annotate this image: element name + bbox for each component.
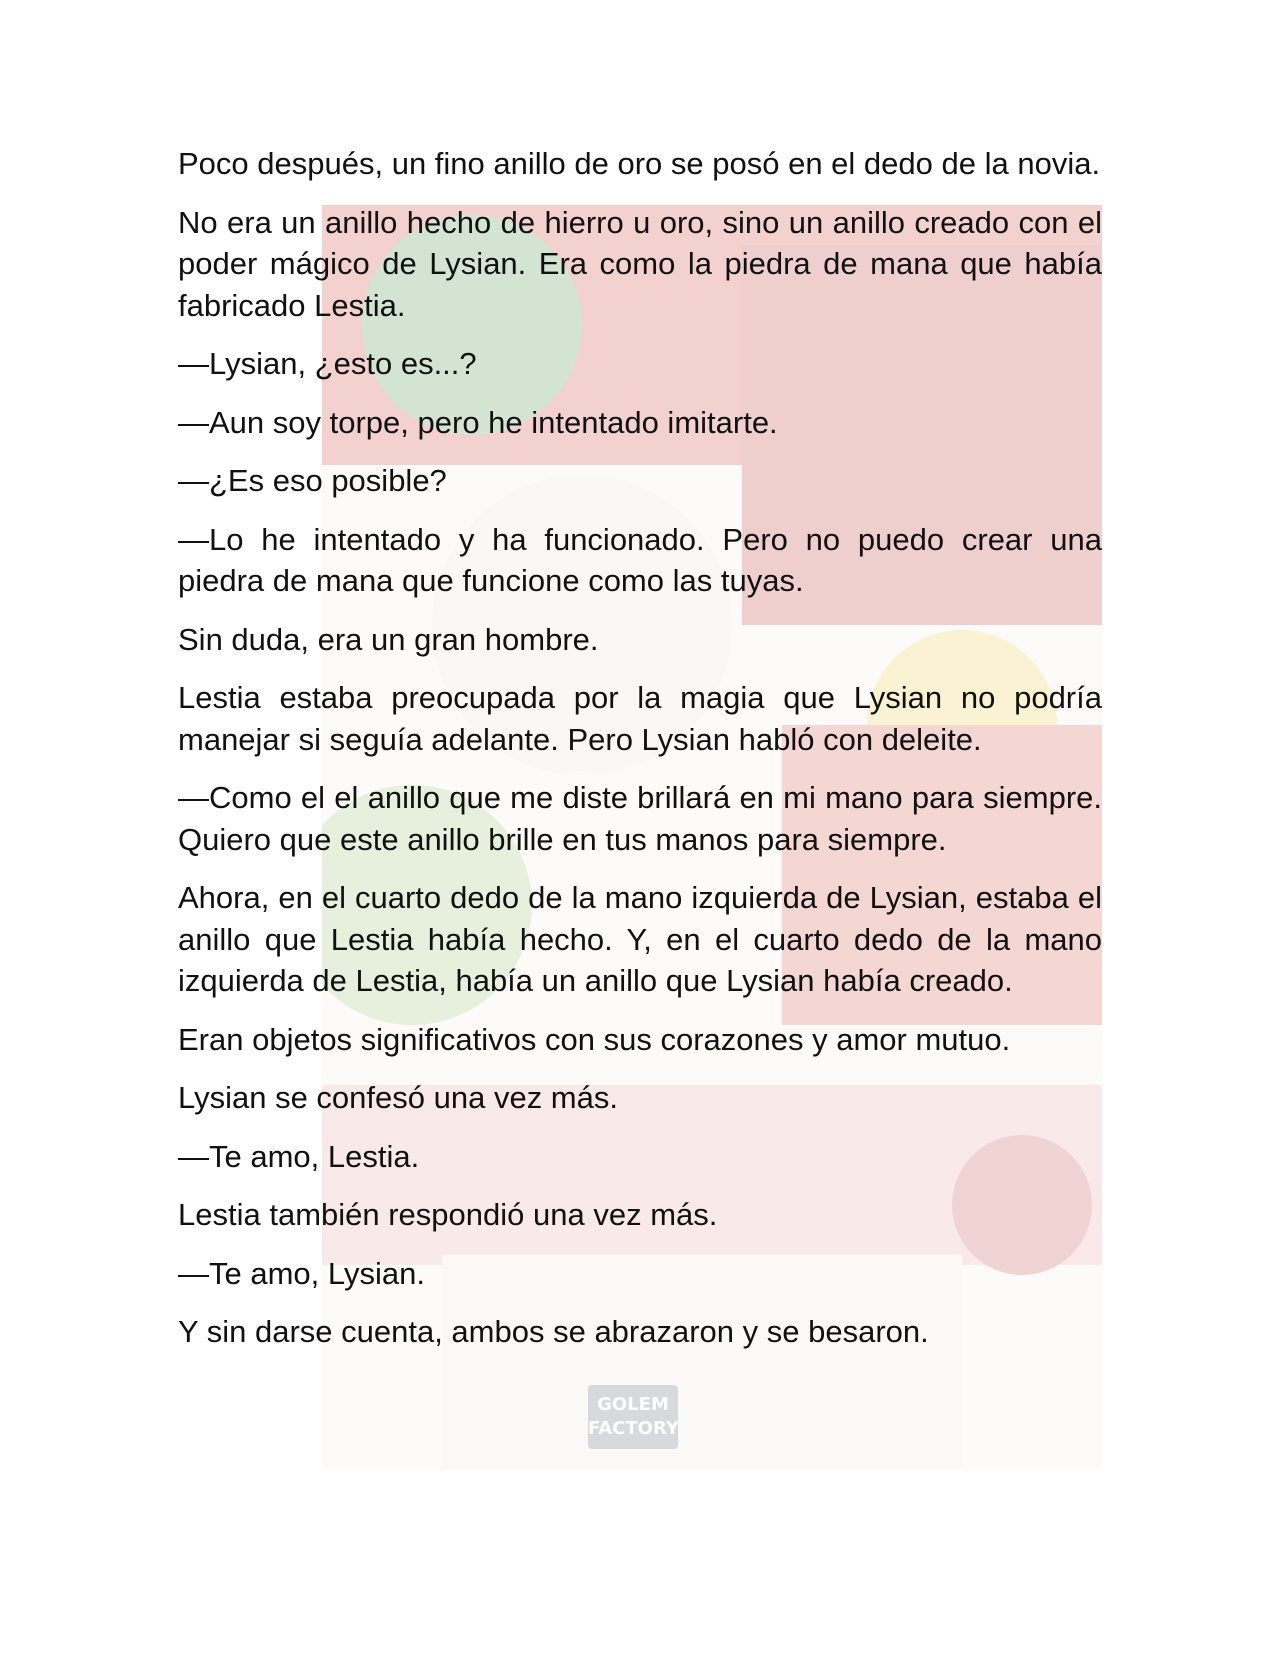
paragraph: Lysian se confesó una vez más. (178, 1080, 618, 1115)
golem-factory-logo (588, 1385, 678, 1449)
paragraph: Poco después, un fino anillo de oro se posó en el dedo de la novia. (178, 146, 1101, 181)
paragraph: Y sin darse cuenta, ambos se abrazaron y se besaron. (178, 1314, 929, 1349)
paragraph: Lestia también respondió una vez más. (178, 1197, 718, 1232)
paragraph: —Como el el anillo que me diste brillará en mi mano para siempre. Quiero que este anillo brille en tus manos para siempre. (178, 780, 1102, 857)
paragraph: Ahora, en el cuarto dedo de la mano izquierda de Lysian, estaba el anillo que Lestia había hecho. Y, en el cuarto dedo de la mano izquierda de Lestia, había un anillo que Lysian había creado. (178, 880, 1102, 998)
paragraph: —Aun soy torpe, pero he intentado imitarte. (178, 404, 778, 440)
paragraph: Lestia estaba preocupada por la magia que Lysian no podría manejar si seguía adelante. Pero Lysian habló con deleite. (178, 680, 1102, 757)
paragraph: —Te amo, Lestia. (178, 1138, 420, 1174)
paragraph: —Lo he intentado y ha funcionado. Pero no puedo crear una piedra de mana que funcione como las tuyas. (178, 521, 1102, 598)
logo-line-2: FACTORY (588, 1418, 679, 1439)
paragraph: —¿Es eso posible? (178, 463, 447, 498)
paragraph: No era un anillo hecho de hierro u oro, sino un anillo creado con el poder mágico de Lysian. Era como la piedra de mana que había fabricado Lestia. (178, 204, 1102, 323)
paragraph: —Te amo, Lysian. (178, 1255, 425, 1291)
body-text (178, 143, 1102, 1370)
paragraph: Sin duda, era un gran hombre. (178, 621, 599, 657)
logo-line-1: GOLEM (597, 1394, 669, 1415)
paragraph: Eran objetos significativos con sus corazones y amor mutuo. (178, 1021, 1011, 1057)
paragraph: —Lysian, ¿esto es...? (178, 346, 477, 381)
